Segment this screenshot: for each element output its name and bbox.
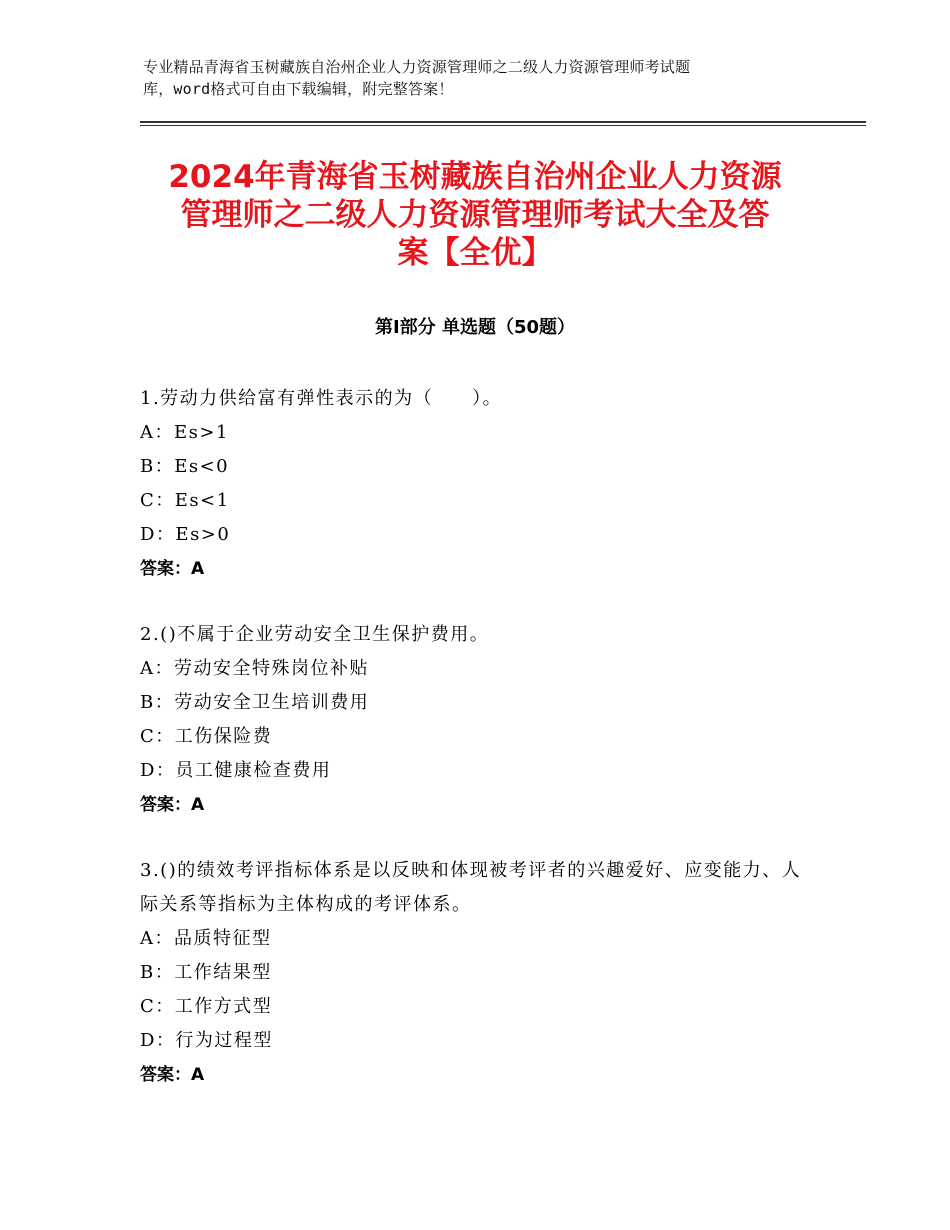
question-2 bbox=[140, 618, 810, 822]
option-d: D：Es>0 bbox=[140, 524, 231, 545]
header-divider-thick bbox=[140, 121, 866, 123]
header-note-line-2: 库，word格式可自由下载编辑，附完整答案！ bbox=[143, 80, 454, 98]
option-a: A：品质特征型 bbox=[140, 928, 272, 949]
option-c: C：Es<1 bbox=[140, 490, 230, 511]
option-b: B：Es<0 bbox=[140, 456, 230, 477]
answer-line: 答案：A bbox=[140, 559, 205, 579]
document-title-line-2: 管理师之二级人力资源管理师考试大全及答 bbox=[180, 197, 770, 233]
header-note bbox=[143, 56, 823, 100]
option-c: C：工作方式型 bbox=[140, 996, 273, 1017]
question-stem: 3.()的绩效考评指标体系是以反映和体现被考评者的兴趣爱好、应变能力、人际关系等指标为主体构成的考评体系。 bbox=[140, 860, 802, 915]
option-a: A：Es>1 bbox=[140, 422, 229, 443]
option-a: A：劳动安全特殊岗位补贴 bbox=[140, 658, 369, 679]
question-stem: 1.劳动力供给富有弹性表示的为（ ）。 bbox=[140, 388, 503, 409]
option-d: D：员工健康检查费用 bbox=[140, 760, 332, 781]
document-title-line-1: 2024年青海省玉树藏族自治州企业人力资源 bbox=[168, 159, 782, 195]
document-title-line-3: 案【全优】 bbox=[397, 235, 553, 271]
header-note-line-1: 专业精品青海省玉树藏族自治州企业人力资源管理师之二级人力资源管理师考试题 bbox=[143, 58, 691, 76]
question-1 bbox=[140, 382, 810, 586]
section-title: 第Ⅰ部分 单选题（50题） bbox=[374, 317, 575, 338]
option-b: B：劳动安全卫生培训费用 bbox=[140, 692, 370, 713]
option-d: D：行为过程型 bbox=[140, 1030, 273, 1051]
question-stem: 2.()不属于企业劳动安全卫生保护费用。 bbox=[140, 624, 490, 645]
answer-line: 答案：A bbox=[140, 1065, 205, 1085]
option-c: C：工伤保险费 bbox=[140, 726, 273, 747]
answer-line: 答案：A bbox=[140, 795, 205, 815]
question-list bbox=[140, 382, 810, 1124]
header-divider-thin bbox=[140, 125, 866, 126]
question-3 bbox=[140, 854, 810, 1092]
document-title bbox=[130, 158, 820, 272]
option-b: B：工作结果型 bbox=[140, 962, 272, 983]
